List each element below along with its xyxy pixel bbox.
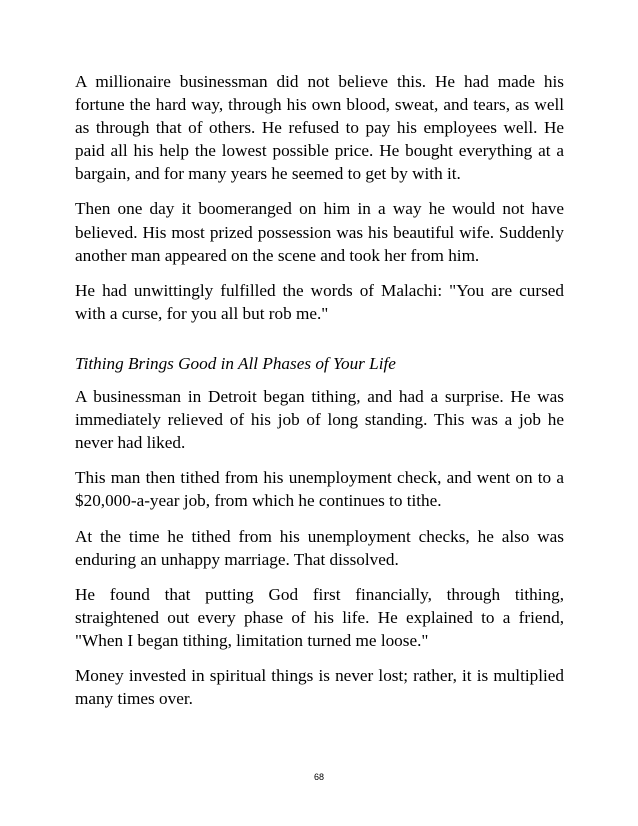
- paragraph: He found that putting God first financially, through tithing, straightened out every phase of his life. He explained to a friend, "When I began tithing, limitation turned me loose.": [75, 584, 564, 650]
- paragraph: Then one day it boomeranged on him in a way he would not have believed. His most prized possession was his beautiful wife. Suddenly another man appeared on the scene and took her from him.: [75, 199, 564, 265]
- page-number: 68: [313, 772, 324, 782]
- paragraph: At the time he tithed from his unemployment checks, he also was enduring an unhappy marriage. That dissolved.: [75, 526, 564, 569]
- section-heading: Tithing Brings Good in All Phases of Your Life: [75, 353, 396, 373]
- paragraph: A millionaire businessman did not believe this. He had made his fortune the hard way, through his own blood, sweat, and tears, as well as through that of others. He refused to pay his employees well. He paid all his help the lowest possible price. He bought everything at a bargain, and for many years he seemed to get by with it.: [75, 72, 564, 184]
- paragraph: A businessman in Detroit began tithing, and had a surprise. He was immediately relieved of his job of long standing. This was a job he never had liked.: [75, 387, 564, 453]
- paragraph: He had unwittingly fulfilled the words of Malachi: "You are cursed with a curse, for you all but rob me.": [75, 280, 564, 323]
- paragraph: This man then tithed from his unemployment check, and went on to a $20,000-a-year job, from which he continues to tithe.: [75, 468, 564, 511]
- paragraph: Money invested in spiritual things is never lost; rather, it is multiplied many times over.: [75, 665, 564, 709]
- page-body: [75, 70, 564, 722]
